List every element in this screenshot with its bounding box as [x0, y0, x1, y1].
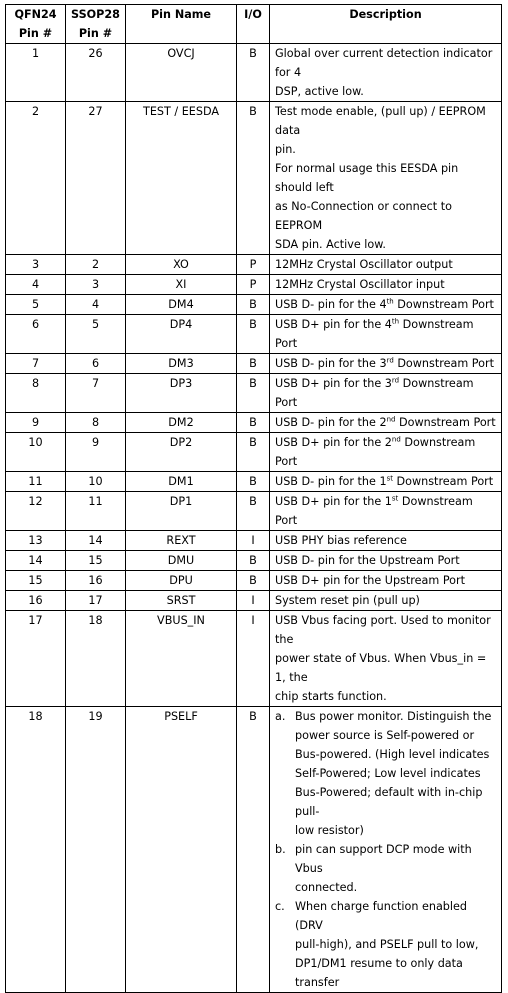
io-cell: B	[237, 433, 270, 472]
description-line: low resistor)	[295, 824, 364, 837]
description-line: DP1/DM1 resume to only data transfer	[295, 957, 463, 989]
description-cell	[270, 433, 502, 472]
description-line: DSP, active low.	[275, 85, 364, 98]
ssop28-pin-cell: 6	[66, 354, 126, 374]
header-row	[6, 5, 502, 44]
io-cell: B	[237, 295, 270, 315]
qfn24-pin-cell: 6	[6, 315, 66, 354]
description-cell	[270, 295, 502, 315]
list-item-text	[295, 897, 497, 992]
description-cell	[270, 472, 502, 492]
description-cell	[270, 102, 502, 255]
qfn24-pin-cell: 11	[6, 472, 66, 492]
qfn24-pin-cell: 14	[6, 551, 66, 571]
qfn24-pin-cell: 18	[6, 707, 66, 993]
description-line: SDA pin. Active low.	[275, 238, 386, 251]
description-list-item	[275, 707, 497, 840]
pin-name-cell: PSELF	[126, 707, 237, 993]
ssop28-pin-cell: 5	[66, 315, 126, 354]
table-row	[6, 374, 502, 413]
ordinal-suffix: nd	[391, 435, 401, 444]
header-ssop28-pin: SSOP28 Pin #	[66, 5, 126, 44]
qfn24-pin-cell: 3	[6, 255, 66, 275]
description-list-item	[275, 897, 497, 992]
ssop28-pin-cell: 8	[66, 413, 126, 433]
description-text: Downstream Port	[392, 475, 494, 488]
header-qfn24-pin: QFN24 Pin #	[6, 5, 66, 44]
table-row	[6, 472, 502, 492]
description-text: Downstream Port	[395, 416, 496, 429]
description-cell: USB D- pin for the Upstream Port	[270, 551, 502, 571]
io-cell: P	[237, 255, 270, 275]
header-description: Description	[270, 5, 502, 44]
pin-name-cell: SRST	[126, 591, 237, 611]
ssop28-pin-cell: 10	[66, 472, 126, 492]
description-line: When charge function enabled (DRV	[295, 900, 468, 932]
description-line: chip starts function.	[275, 690, 387, 703]
table-row	[6, 255, 502, 275]
description-line: Bus-powered. (High level indicates	[295, 748, 490, 761]
description-text: USB D+ pin for the 2	[275, 436, 392, 449]
description-text: Downstream Port	[275, 495, 473, 527]
ssop28-pin-cell: 19	[66, 707, 126, 993]
pin-name-cell: DP1	[126, 492, 237, 531]
description-list-item	[275, 840, 497, 897]
ordinal-suffix: nd	[386, 415, 396, 424]
table-row	[6, 413, 502, 433]
pin-name-cell: XO	[126, 255, 237, 275]
description-cell: 12MHz Crystal Oscillator input	[270, 275, 502, 295]
pin-name-cell: DP2	[126, 433, 237, 472]
ordinal-suffix: th	[386, 297, 394, 306]
pin-name-cell: OVCJ	[126, 44, 237, 102]
header-pin-name: Pin Name	[126, 5, 237, 44]
description-line: connected.	[295, 881, 358, 894]
description-text: USB D- pin for the 4	[275, 298, 387, 311]
description-text: USB D- pin for the 2	[275, 416, 387, 429]
io-cell: I	[237, 591, 270, 611]
qfn24-pin-cell: 2	[6, 102, 66, 255]
qfn24-pin-cell: 12	[6, 492, 66, 531]
ssop28-pin-cell: 9	[66, 433, 126, 472]
description-text: USB D+ pin for the 4	[275, 318, 392, 331]
ordinal-suffix: st	[386, 474, 393, 483]
list-item-label: c.	[275, 900, 285, 913]
description-line: USB Vbus facing port. Used to monitor the	[275, 614, 491, 646]
ssop28-pin-cell: 2	[66, 255, 126, 275]
description-line: Bus power monitor. Distinguish the	[295, 710, 492, 723]
description-cell: 12MHz Crystal Oscillator output	[270, 255, 502, 275]
description-text: USB D+ pin for the 1	[275, 495, 392, 508]
pin-name-cell: DM2	[126, 413, 237, 433]
ssop28-pin-cell: 14	[66, 531, 126, 551]
description-line: power source is Self-powered or	[295, 729, 475, 742]
description-text: Downstream Port	[275, 377, 474, 409]
description-text: USB D- pin for the 3	[275, 357, 387, 370]
pin-name-cell: VBUS_IN	[126, 611, 237, 707]
ssop28-pin-cell: 18	[66, 611, 126, 707]
qfn24-pin-cell: 17	[6, 611, 66, 707]
table-row	[6, 354, 502, 374]
io-cell: B	[237, 571, 270, 591]
qfn24-pin-cell: 10	[6, 433, 66, 472]
description-line: Self-Powered; Low level indicates	[295, 767, 481, 780]
pin-name-cell: TEST / EESDA	[126, 102, 237, 255]
io-cell: B	[237, 551, 270, 571]
description-cell	[270, 611, 502, 707]
pin-name-cell: REXT	[126, 531, 237, 551]
pin-name-cell: DP4	[126, 315, 237, 354]
description-cell: USB D+ pin for the Upstream Port	[270, 571, 502, 591]
list-item-text	[295, 707, 497, 840]
qfn24-pin-cell: 8	[6, 374, 66, 413]
qfn24-pin-cell: 7	[6, 354, 66, 374]
io-cell: B	[237, 374, 270, 413]
ssop28-pin-cell: 4	[66, 295, 126, 315]
description-cell	[270, 315, 502, 354]
description-cell	[270, 44, 502, 102]
description-cell	[270, 374, 502, 413]
pin-name-cell: DMU	[126, 551, 237, 571]
pin-name-cell: DM4	[126, 295, 237, 315]
pin-name-cell: DM1	[126, 472, 237, 492]
description-cell: USB PHY bias reference	[270, 531, 502, 551]
description-line: as No-Connection or connect to EEPROM	[275, 200, 452, 232]
ssop28-pin-cell: 26	[66, 44, 126, 102]
description-line: Bus-Powered; default with in-chip pull-	[295, 786, 483, 818]
description-text: USB D- pin for the 1	[275, 475, 387, 488]
description-cell: System reset pin (pull up)	[270, 591, 502, 611]
ordinal-suffix: st	[391, 494, 399, 503]
qfn24-pin-cell: 13	[6, 531, 66, 551]
table-row	[6, 102, 502, 255]
description-text: Downstream Port	[275, 436, 476, 468]
io-cell: B	[237, 354, 270, 374]
table-row	[6, 571, 502, 591]
description-cell	[270, 354, 502, 374]
io-cell: B	[237, 315, 270, 354]
table-row	[6, 531, 502, 551]
table-row	[6, 591, 502, 611]
ssop28-pin-cell: 7	[66, 374, 126, 413]
io-cell: B	[237, 707, 270, 993]
pin-name-cell: DPU	[126, 571, 237, 591]
table-row	[6, 611, 502, 707]
pin-name-cell: DP3	[126, 374, 237, 413]
description-line: pin.	[275, 143, 296, 156]
description-cell	[270, 707, 502, 993]
table-body	[6, 44, 502, 993]
ssop28-pin-cell: 16	[66, 571, 126, 591]
qfn24-pin-cell: 1	[6, 44, 66, 102]
table-row	[6, 275, 502, 295]
io-cell: B	[237, 44, 270, 102]
list-item-label: a.	[275, 710, 286, 723]
description-line: pull-high), and PSELF pull to low,	[295, 938, 479, 951]
description-text: USB D+ pin for the 3	[275, 377, 392, 390]
pin-description-table	[5, 4, 502, 993]
table-row	[6, 295, 502, 315]
ssop28-pin-cell: 17	[66, 591, 126, 611]
table-row	[6, 492, 502, 531]
list-item-label: b.	[275, 843, 286, 856]
description-line: pin can support DCP mode with Vbus	[295, 843, 472, 875]
description-line: power state of Vbus. When Vbus_in = 1, the	[275, 652, 487, 684]
qfn24-pin-cell: 4	[6, 275, 66, 295]
qfn24-pin-cell: 5	[6, 295, 66, 315]
header-io: I/O	[237, 5, 270, 44]
qfn24-pin-cell: 15	[6, 571, 66, 591]
table-row	[6, 551, 502, 571]
io-cell: B	[237, 472, 270, 492]
ordinal-suffix: th	[391, 317, 400, 326]
ordinal-suffix: rd	[391, 376, 400, 385]
table-row	[6, 433, 502, 472]
description-text: Downstream Port	[393, 357, 494, 370]
pin-name-cell: XI	[126, 275, 237, 295]
io-cell: P	[237, 275, 270, 295]
description-text: Downstream Port	[393, 298, 494, 311]
table-row	[6, 44, 502, 102]
qfn24-pin-cell: 16	[6, 591, 66, 611]
io-cell: B	[237, 413, 270, 433]
description-line: Global over current detection indicator for 4	[275, 47, 493, 79]
ssop28-pin-cell: 3	[66, 275, 126, 295]
io-cell: I	[237, 531, 270, 551]
io-cell: B	[237, 102, 270, 255]
qfn24-pin-cell: 9	[6, 413, 66, 433]
ssop28-pin-cell: 27	[66, 102, 126, 255]
description-text: Downstream Port	[275, 318, 474, 350]
ssop28-pin-cell: 15	[66, 551, 126, 571]
description-line: Test mode enable, (pull up) / EEPROM data	[275, 105, 486, 137]
ordinal-suffix: rd	[386, 356, 394, 365]
io-cell: B	[237, 492, 270, 531]
description-line: For normal usage this EESDA pin should left	[275, 162, 459, 194]
pin-name-cell: DM3	[126, 354, 237, 374]
io-cell: I	[237, 611, 270, 707]
description-cell	[270, 413, 502, 433]
description-cell	[270, 492, 502, 531]
list-item-text	[295, 840, 497, 897]
table-row	[6, 315, 502, 354]
table-row	[6, 707, 502, 993]
ssop28-pin-cell: 11	[66, 492, 126, 531]
